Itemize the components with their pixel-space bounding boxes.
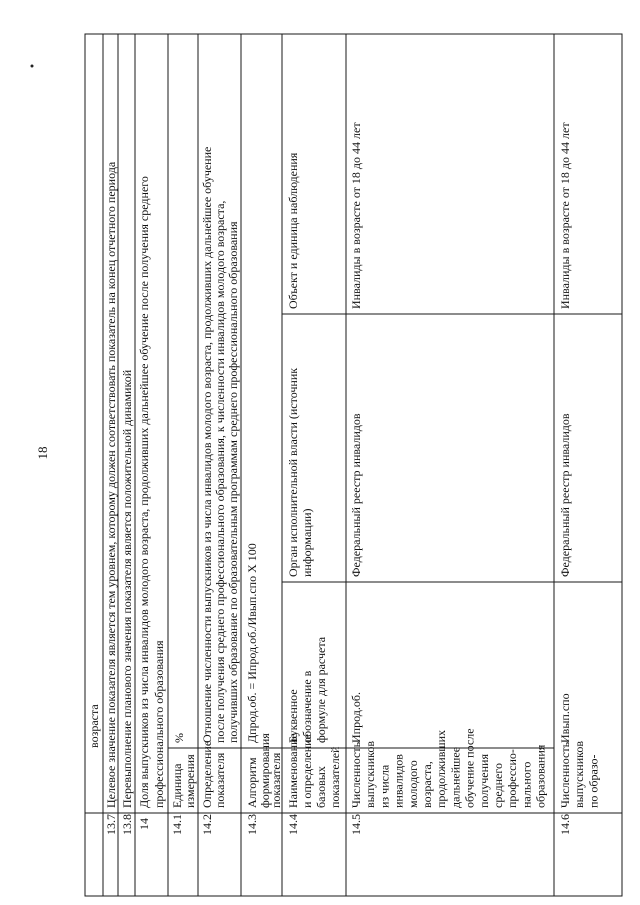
row-14-6-number: 14.6	[558, 814, 572, 835]
row-13-7-number: 13.7	[104, 814, 118, 835]
row-13-8-text: Перевыполнение планового значения показателя является положительной динамикой	[120, 369, 134, 808]
row-14-5-label-line-7: продолживших	[434, 729, 449, 808]
row-14-5-label-line-12: профессио-	[505, 749, 520, 808]
row-14-5-label-line-13: нального	[519, 761, 534, 808]
row-14-4-label-line-3: базовых	[314, 766, 328, 808]
row-14-5-number: 14.5	[349, 814, 363, 835]
row-14-3-label-line-2: формирования	[258, 733, 272, 808]
row-13-8-number: 13.8	[120, 814, 134, 835]
col-symbol-header-line-3: формуле для расчета	[314, 636, 328, 743]
row-14-1-label-line-2: измерения	[183, 754, 197, 808]
row-14-6-source: Федеральный реестр инвалидов	[558, 413, 572, 577]
row-14-2-label-line-2: показателя	[213, 752, 227, 808]
row-14-number: 14	[137, 818, 151, 830]
row-14-3-formula: Дпрод.об. = Ипрод.об./Ивып.спо X 100	[245, 543, 259, 743]
col-symbol-header-line-2: обозначение в	[300, 670, 314, 743]
row-14-5-label-line-3: из числа	[377, 764, 392, 808]
row-14-1-label-line-1: Единица	[170, 763, 184, 808]
row-14-6-label-line-2: выпускников	[572, 740, 587, 808]
row-14-5-source: Федеральный реестр инвалидов	[349, 413, 363, 577]
row-14-5-label-line-5: молодого	[405, 760, 420, 808]
row-14-6-label-line-1: Численность	[558, 741, 572, 808]
row-14-2-definition-line-3: получивших образование по образовательным программам среднего профессионального образования	[226, 221, 240, 743]
row-14-title-line-1: Доля выпускников из числа инвалидов молодого возраста, продолживших дальнейшее обучение после получения среднего	[137, 176, 151, 808]
row-14-3-label-line-3: показателя	[269, 752, 283, 808]
row-14-6-symbol: Ивып.спо	[558, 693, 572, 743]
row-14-2-number: 14.2	[200, 814, 214, 835]
row-14-2-definition-line-2: после получения среднего профессионального образования, к численности инвалидов молодого возраста,	[213, 200, 227, 743]
col-object-header: Объект и единица наблюдения	[286, 152, 300, 309]
row-14-4-number: 14.4	[286, 814, 300, 835]
row-14-5-label-line-14: образования	[533, 744, 548, 808]
row-13-7-text: Целевое значение показателя является тем уровнем, которому должен соответствовать показатель на конец отчетного периода	[104, 161, 118, 808]
row-14-5-label-line-10: получения	[476, 754, 491, 808]
row-14-2-label-line-1: Определение	[200, 740, 214, 808]
row-14-5-label-line-6: возраста,	[420, 761, 434, 808]
scan-speck	[31, 65, 34, 68]
row-14-6-label-line-3: по образо-	[586, 754, 601, 808]
row-14-1-unit: %	[172, 733, 186, 743]
row-14-5-label-line-11: среднего	[491, 763, 505, 808]
row-top-label: возраста	[87, 704, 101, 748]
row-14-5-label-line-8: дальнейшее	[448, 746, 463, 808]
row-14-5-symbol: Ипрод.об.	[349, 692, 363, 743]
page-number: 18	[35, 446, 50, 460]
row-14-4-label-line-4: показателей	[328, 746, 342, 808]
row-14-5-label-line-1: Численность	[349, 741, 363, 808]
row-14-6-object: Инвалиды в возрасте от 18 до 44 лет	[558, 122, 572, 309]
row-14-2-definition-line-1: Отношение численности выпускников из числа инвалидов молодого возраста, продолживших дальнейшее обучение	[200, 146, 214, 743]
row-14-5-label-line-9: обучение после	[462, 728, 477, 808]
col-source-header-line-2: информации)	[300, 508, 314, 577]
row-14-4-label-line-1: Наименование	[286, 733, 300, 808]
row-14-4-label-line-2: и определение	[300, 734, 314, 808]
col-symbol-header-line-1: Буквенное	[286, 689, 300, 743]
row-14-5-label-line-2: выпускников	[363, 740, 378, 808]
row-14-5-label-line-4: инвалидов	[391, 754, 406, 808]
row-14-5-object: Инвалиды в возрасте от 18 до 44 лет	[349, 122, 363, 309]
row-14-1-number: 14.1	[170, 814, 184, 835]
row-14-3-number: 14.3	[245, 814, 259, 835]
row-14-title-line-2: профессионального образования	[152, 640, 166, 808]
row-14-3-label-line-1: Алгоритм	[245, 757, 259, 808]
col-source-header-line-1: Орган исполнительной власти (источник	[286, 367, 300, 577]
